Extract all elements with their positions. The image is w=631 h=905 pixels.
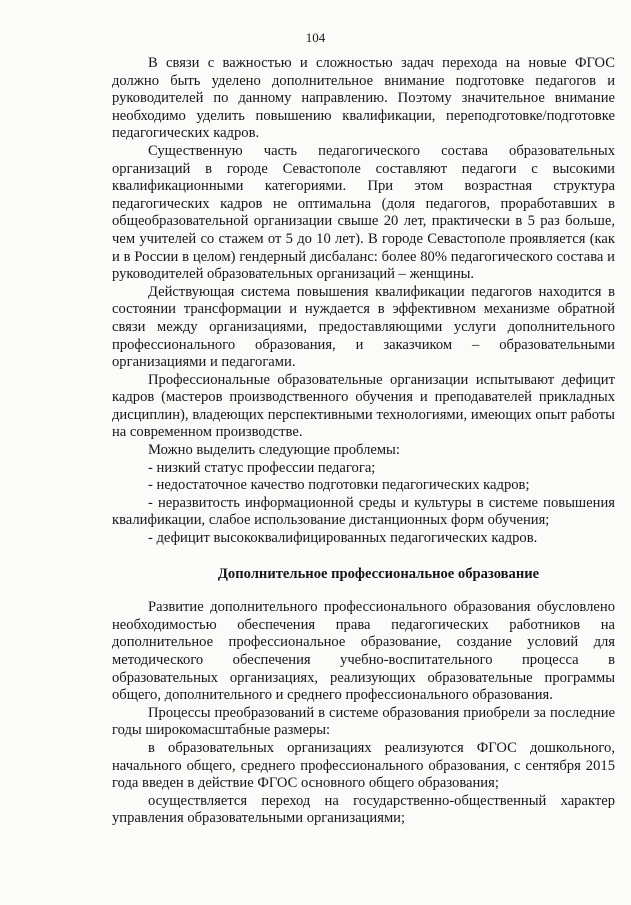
paragraph-transformations: Процессы преобразований в системе образования приобрели за последние годы широкомасштабные размеры:	[112, 704, 615, 739]
paragraph-fgos-training: В связи с важностью и сложностью задач перехода на новые ФГОС должно быть уделено дополнительное внимание подготовке педагогов и руководителей по данному направлению. Поэтому значительное внимание необходимо уделить повышению квалификации, переподготовке/подготовке педагогических кадров.	[112, 55, 615, 142]
page-number: 104	[305, 30, 326, 45]
document-body	[112, 55, 615, 828]
problem-item: - неразвитость информационной среды и культуры в системе повышения квалификации, слабое использование дистанционных форм обучения;	[112, 494, 615, 529]
section-heading: Дополнительное профессиональное образование	[217, 565, 540, 582]
paragraph-qualification-system: Действующая система повышения квалификации педагогов находится в состоянии трансформации и нуждается в эффективном механизме обратной связи между организациями, предоставляющими услуги дополнительного профессионального образования, и заказчиком – образовательными организациями и педагогами.	[112, 283, 615, 371]
paragraph-staff-deficit: Профессиональные образовательные организации испытывают дефицит кадров (мастеров производственного обучения и преподавателей прикладных дисциплин), владеющих перспективными технологиями, имеющих опыт работы на современном производстве.	[112, 371, 615, 441]
problem-item: - недостаточное качество подготовки педагогических кадров;	[148, 477, 530, 494]
paragraph-development: Развитие дополнительного профессионального образования обусловлено необходимостью обеспечения права педагогических работников на дополнительное профессиональное образование, создание условий для методического обеспечения учебно-воспитательного процесса в образовательных организациях, реализующих образовательные программы общего, дополнительного и среднего профессионального образования.	[112, 599, 615, 704]
paragraph-governance-transition: осуществляется переход на государственно-общественный характер управления образовательными организациями;	[112, 792, 615, 827]
problem-item: - дефицит высококвалифицированных педагогических кадров.	[148, 530, 538, 547]
problem-item: - низкий статус профессии педагога;	[148, 459, 376, 476]
paragraph-staff-structure: Существенную часть педагогического состава образовательных организаций в городе Севастополе составляют педагоги с высокими квалификационными категориями. При этом возрастная структура педагогических кадров не оптимальна (доля педагогов, проработавших в общеобразовательной организации свыше 20 лет, практически в 5 раз больше, чем учителей со стажем от 5 до 10 лет). В городе Севастополе проявляется (как и в России в целом) гендерный дисбаланс: более 80% педагогического состава и руководителей образовательных организаций – женщины.	[112, 142, 615, 283]
paragraph-problems-intro: Можно выделить следующие проблемы:	[148, 442, 400, 459]
paragraph-fgos-implementation: в образовательных организациях реализуются ФГОС дошкольного, начального общего, среднего профессионального образования, с сентября 2015 года введен в действие ФГОС основного общего образования;	[112, 739, 615, 792]
